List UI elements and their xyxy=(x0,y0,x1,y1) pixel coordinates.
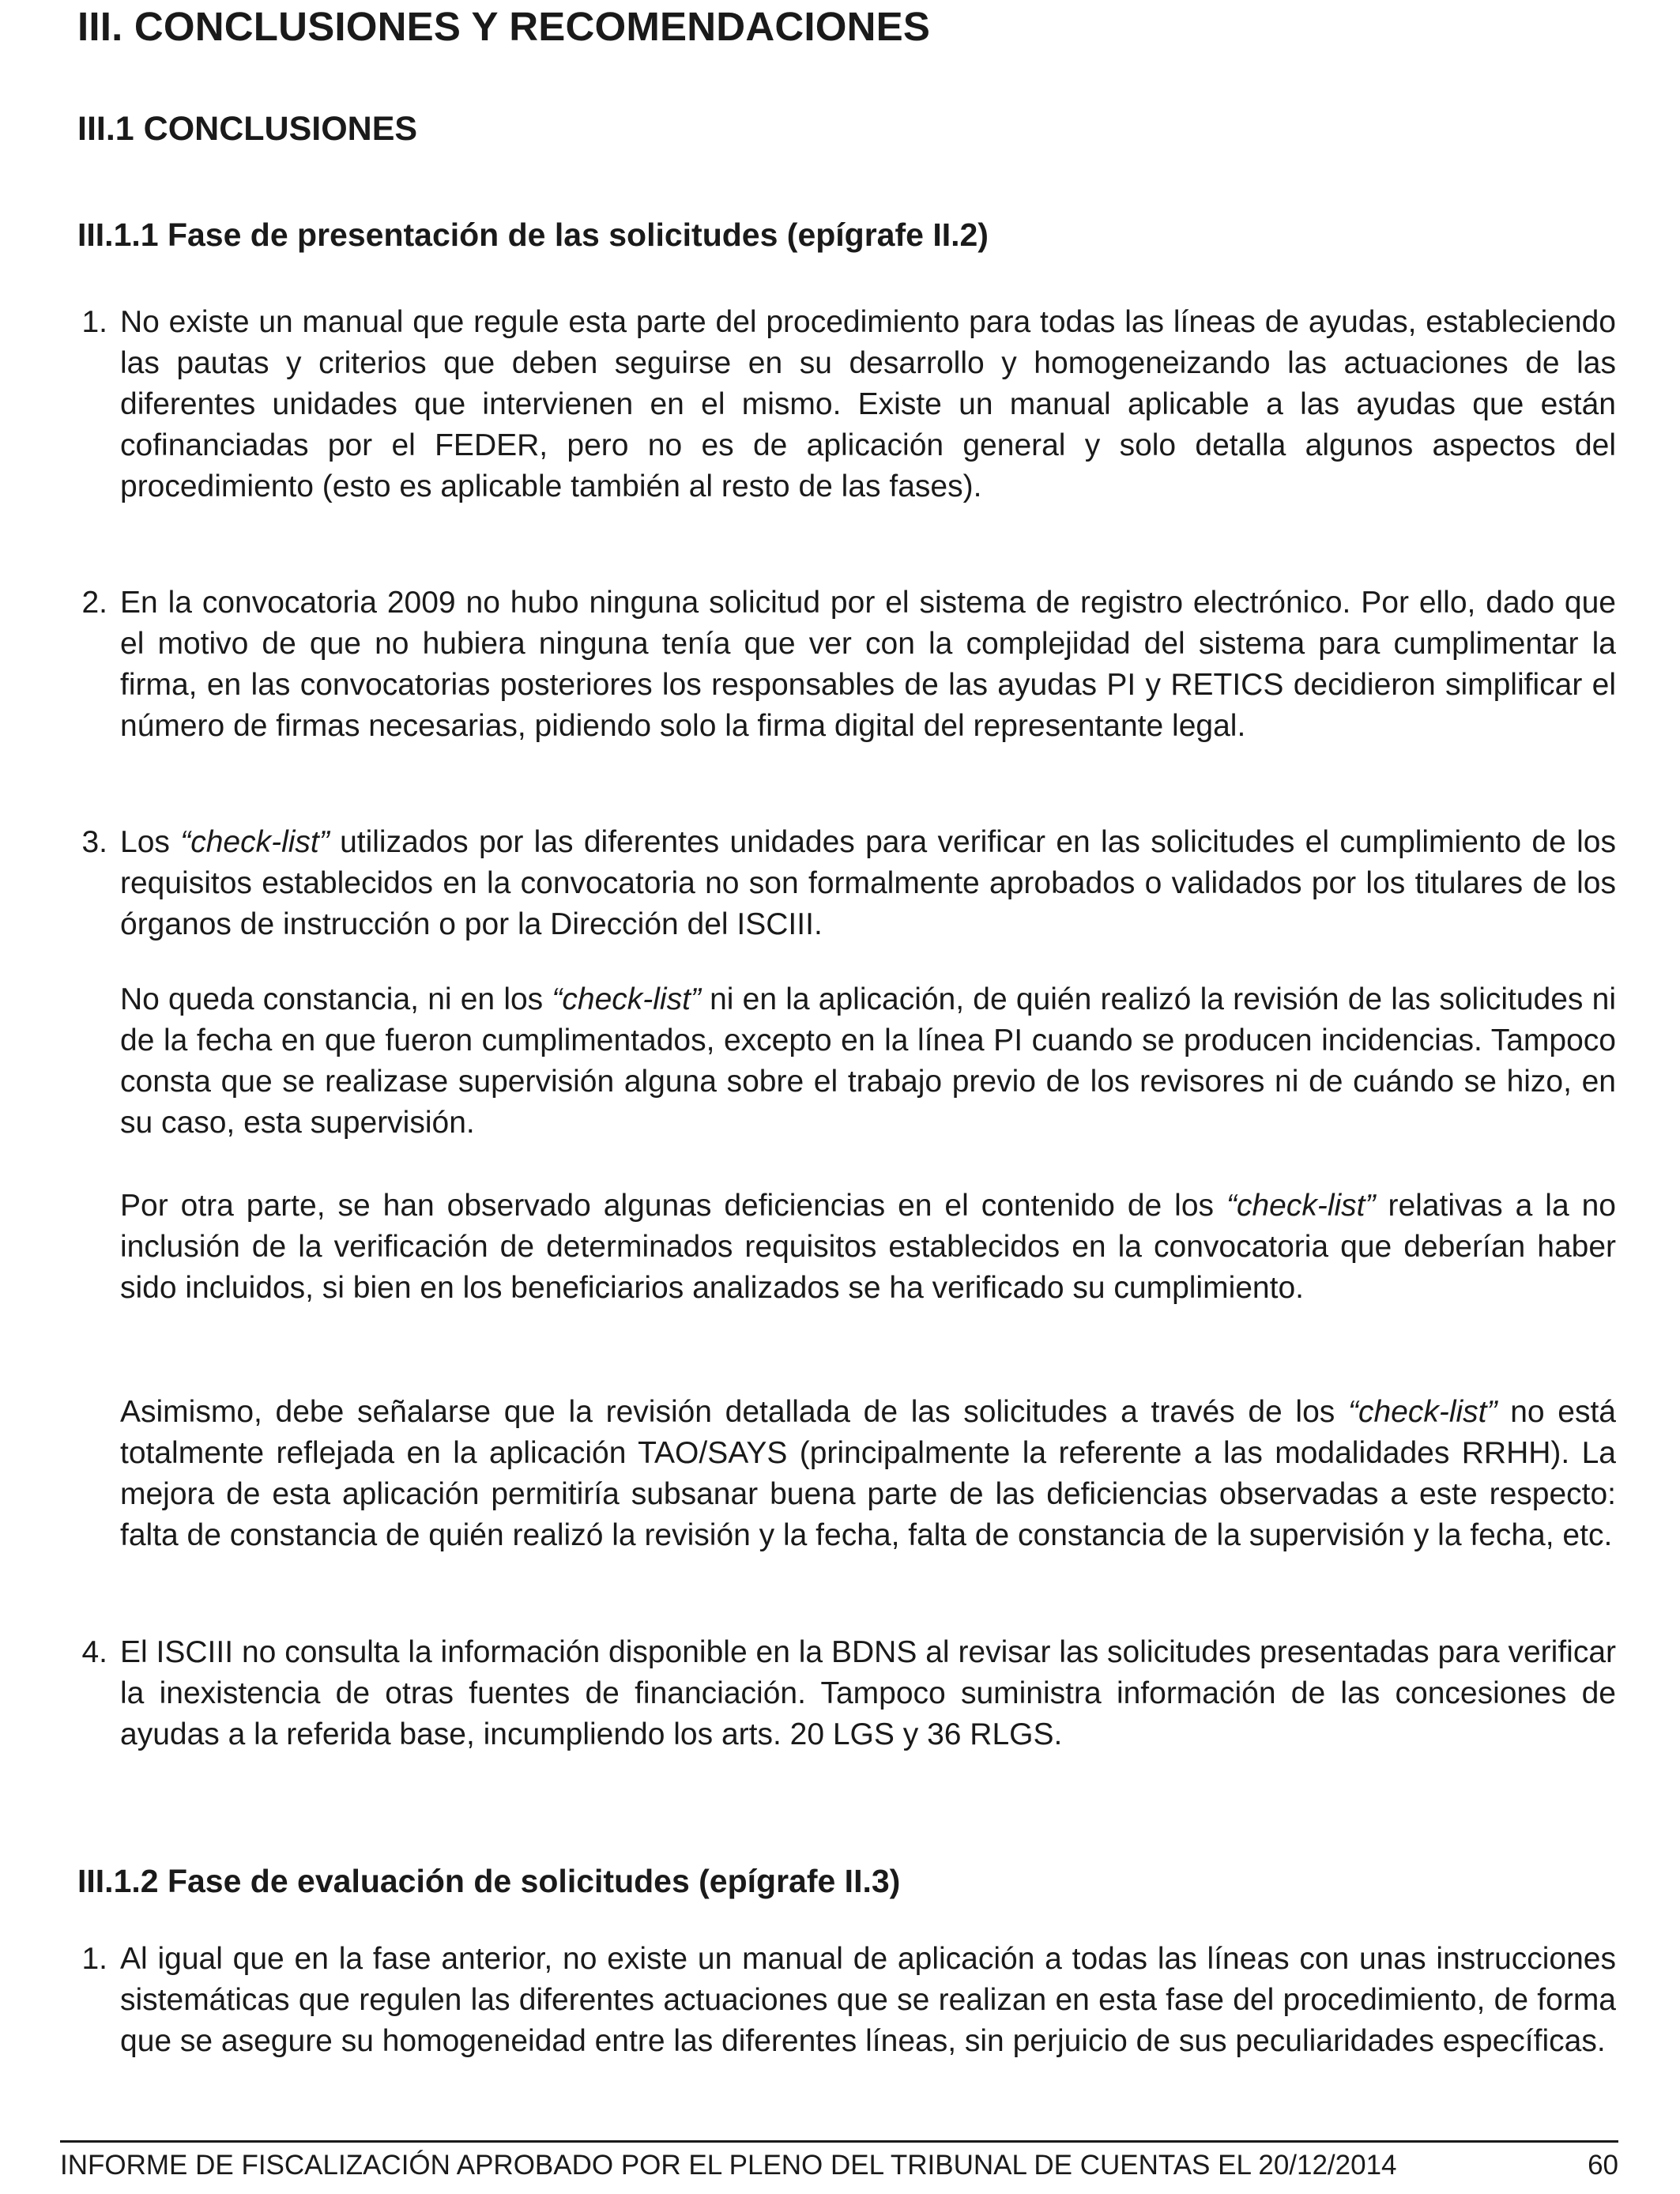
item-paragraph xyxy=(120,979,1616,1144)
item-paragraph xyxy=(120,822,1616,945)
item-paragraph: Al igual que en la fase anterior, no existe un manual de aplicación a todas las líneas con unas instrucciones sistemáticas que regulen las diferentes actuaciones que se realizan en esta fase del procedimiento, de forma que se asegure su homogeneidad entre las diferentes líneas, sin perjuicio de sus peculiaridades específicas. xyxy=(120,1942,1616,2058)
text-run: no está totalmente reflejada en la aplicación TAO/SAYS (principalmente la referente a las modalidades RRHH). La mejora de esta aplicación permitiría subsanar buena parte de las deficiencias observadas a este respecto: falta de constancia de quién realizó la revisión y la fecha, falta de constancia de la supervisión y la fecha, etc. xyxy=(120,1395,1616,1552)
text-run: relativas a la no inclusión de la verificación de determinados requisitos establecidos en la convocatoria que deberían haber sido incluidos, si bien en los beneficiarios analizados se ha verificado su cumplimiento. xyxy=(120,1189,1616,1305)
section-title: III.1 CONCLUSIONES xyxy=(77,110,418,148)
subsection-title-presentacion: III.1.1 Fase de presentación de las solicitudes (epígrafe II.2) xyxy=(77,217,989,253)
chapter-title: III. CONCLUSIONES Y RECOMENDACIONES xyxy=(77,4,931,49)
item-number: 1. xyxy=(81,1942,107,1976)
item-number: 4. xyxy=(81,1635,107,1669)
text-run: Asimismo, debe señalarse que la revisión detallada de las solicitudes a través de los xyxy=(120,1395,1348,1429)
check-list-term: “check-list” xyxy=(1226,1189,1376,1223)
check-list-term: “check-list” xyxy=(180,825,330,859)
text-run: Por otra parte, se han observado algunas deficiencias en el contenido de los xyxy=(120,1189,1226,1223)
text-run: utilizados por las diferentes unidades para verificar en las solicitudes el cumplimiento de los requisitos establecidos en la convocatoria no son formalmente aprobados o validados por los titulares de los órganos de instrucción o por la Dirección del ISCIII. xyxy=(120,825,1617,941)
footer-divider xyxy=(60,2140,1618,2143)
item-paragraph xyxy=(120,1392,1616,1556)
text-run: Los xyxy=(120,825,181,859)
text-run: No queda constancia, ni en los xyxy=(120,982,552,1016)
document-page xyxy=(60,0,1618,2194)
item-paragraph: En la convocatoria 2009 no hubo ninguna solicitud por el sistema de registro electrónico. Por ello, dado que el motivo de que no hubiera ninguna tenía que ver con la complejidad del sistema para cumplimentar la firma, en las convocatorias posteriores los responsables de las ayudas PI y RETICS decidieron simplificar el número de firmas necesarias, pidiendo solo la firma digital del representante legal. xyxy=(120,586,1616,743)
item-paragraph: No existe un manual que regule esta parte del procedimiento para todas las líneas de ayudas, estableciendo las pautas y criterios que deben seguirse en su desarrollo y homogeneizando las actuaciones de las diferentes unidades que intervienen en el mismo. Existe un manual aplicable a las ayudas que están cofinanciadas por el FEDER, pero no es de aplicación general y solo detalla algunos aspectos del procedimiento (esto es aplicable también al resto de las fases). xyxy=(120,305,1616,503)
subsection-title-evaluacion: III.1.2 Fase de evaluación de solicitudes (epígrafe II.3) xyxy=(77,1863,901,1899)
item-number: 3. xyxy=(81,825,107,859)
item-paragraph xyxy=(120,1186,1616,1309)
page-number: 60 xyxy=(1588,2150,1618,2181)
check-list-term: “check-list” xyxy=(1347,1395,1497,1429)
text-run: ni en la aplicación, de quién realizó la revisión de las solicitudes ni de la fecha en que fueron cumplimentados, excepto en la línea PI cuando se producen incidencias. Tampoco consta que se realizase supervisión alguna sobre el trabajo previo de los revisores ni de cuándo se hizo, en su caso, esta supervisión. xyxy=(120,982,1616,1140)
item-number: 1. xyxy=(81,305,107,339)
item-paragraph: El ISCIII no consulta la información disponible en la BDNS al revisar las solicitudes presentadas para verificar la inexistencia de otras fuentes de financiación. Tampoco suministra información de las concesiones de ayudas a la referida base, incumpliendo los arts. 20 LGS y 36 RLGS. xyxy=(120,1635,1616,1751)
footer-report-title: INFORME DE FISCALIZACIÓN APROBADO POR EL PLENO DEL TRIBUNAL DE CUENTAS EL 20/12/2014 xyxy=(60,2150,1397,2181)
check-list-term: “check-list” xyxy=(552,982,701,1016)
item-number: 2. xyxy=(81,586,107,620)
